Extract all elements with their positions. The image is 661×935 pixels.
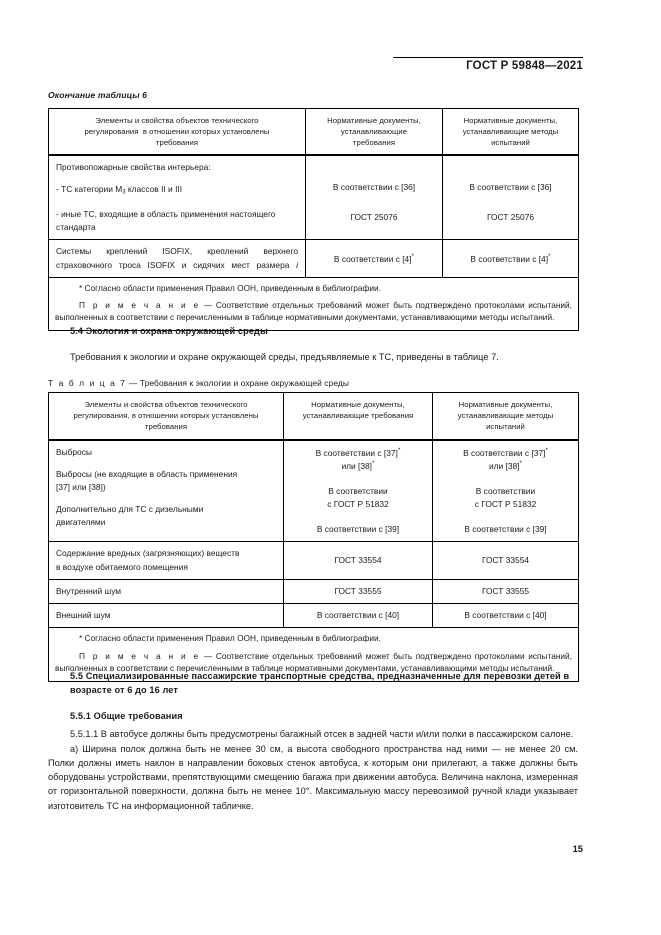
section-5-5-1-heading: 5.5.1 Общие требования bbox=[70, 710, 183, 721]
table7-header-cell-3: Нормативные документы, устанавливающие методы испытаний bbox=[457, 400, 554, 432]
table6-note-text: — Соответствие отдельных требований может быть подтверждено протоколами испытаний, выполненных в соответствии с перечисленными в таблице нормативными документами, устанавливающими методы испытаний. bbox=[55, 300, 572, 323]
table-row bbox=[49, 604, 579, 628]
section-5-5-1-1-paragraph: 5.5.1.1 В автобусе должны быть предусмотрены багажный отсек в задней части и/или полки в пассажирском салоне. bbox=[70, 729, 574, 740]
table7-r3-c2: ГОСТ 33555 bbox=[334, 586, 382, 597]
table7-r2-c3: ГОСТ 33554 bbox=[481, 555, 530, 566]
table7-r1-c2: В соответствии с [37]* или [38]* В соответствии с ГОСТ Р 51832 В соответствии с [39] bbox=[315, 446, 401, 535]
table7-r2-c1: Содержание вредных (загрязняющих) веществ в воздухе обитаемого помещения bbox=[56, 548, 240, 573]
table6-r1-c2: В соответствии с [36] ГОСТ 25076 bbox=[332, 182, 416, 223]
table-row bbox=[49, 440, 579, 542]
section-5-5-1-1-item-a: а) Ширина полок должна быть не менее 30 см, а высота свободного пространства над ними — не менее 20 см. Полки должны иметь наклон в направлении боковых стенок автобуса, к которым они прилегают, а также должны быть оборудованы устройствами, препятствующими смещению багажа при движении автобуса. Величина наклона, измеренная от горизонтальной поверхности, должна быть не менее 10°. Максимальную массу перевозимой ручной клади указывает изготовитель ТС на информационной табличке. bbox=[48, 743, 578, 811]
table7-note-text: — Соответствие отдельных требований может быть подтверждено протоколами испытаний, выполненных в соответствии с перечисленными в таблице нормативными документами, устанавливающими методы испытаний. bbox=[55, 650, 572, 674]
table6 bbox=[48, 108, 579, 331]
table7-header-row bbox=[49, 393, 579, 440]
table7-caption-text: — Требования к экологии и охране окружающей среды bbox=[128, 378, 350, 389]
table7-r1-c3: В соответствии с [37]* или [38]* В соответствии с ГОСТ Р 51832 В соответствии с [39] bbox=[463, 446, 548, 535]
table7-note-label: П р и м е ч а н и е bbox=[79, 650, 201, 661]
table6-note bbox=[55, 299, 572, 324]
page-number: 15 bbox=[572, 843, 583, 854]
header-rule bbox=[393, 57, 583, 58]
section-5-5-heading: 5.5 Специализированные пассажирские транспортные средства, предназначенные для перевозки детей в возрасте от 6 до 16 лет bbox=[70, 671, 570, 695]
table6-r2-c3: В соответствии с [4]* bbox=[470, 252, 551, 264]
table7-r4-c2: В соответствии с [40] bbox=[316, 610, 400, 621]
table6-r2-c1: Системы креплений ISOFIX, креплений верхнего страховочного троса ISOFIX и сидячих мест размера i bbox=[56, 245, 298, 270]
section-5-4-heading: 5.4 Экология и охрана окружающей среды bbox=[70, 326, 268, 336]
table6-r1-c1: Противопожарные свойства интерьера: - ТС категории $M_3$ классов II и III - иные ТС, входящие в область применения настоящего стандарта bbox=[56, 162, 276, 232]
table7-r3-c1: Внутренний шум bbox=[56, 586, 122, 597]
table-row bbox=[49, 239, 579, 277]
table7-r3-c3: ГОСТ 33555 bbox=[481, 586, 530, 597]
table7-footnote: * Согласно области применения Правил ООН, приведенным в библиографии. bbox=[79, 633, 381, 644]
table6-footnote: * Согласно области применения Правил ООН, приведенным в библиографии. bbox=[79, 282, 381, 293]
section-5-5-block bbox=[48, 670, 578, 813]
table6-continuation-label: Окончание таблицы 6 bbox=[48, 90, 148, 100]
section-5-4-block bbox=[48, 325, 578, 682]
table7-r4-c3: В соответствии с [40] bbox=[464, 610, 547, 621]
table6-r2-c2: В соответствии с [4]* bbox=[333, 252, 415, 264]
section-5-4-paragraph: Требования к экологии и охране окружающей среды, предъявляемые к ТС, приведены в таблице 7. bbox=[70, 351, 499, 362]
table7-r2-c2: ГОСТ 33554 bbox=[334, 555, 382, 566]
table7 bbox=[48, 392, 579, 682]
table6-r1-c3: В соответствии с [36] ГОСТ 25076 bbox=[469, 182, 552, 223]
table6-header-cell-1: Элементы и свойства объектов технического регулирования в отношении которых установлены требования bbox=[84, 116, 270, 148]
table7-caption-label: Т а б л и ц а 7 bbox=[48, 378, 127, 389]
table6-notes bbox=[49, 278, 578, 330]
table6-header-cell-3: Нормативные документы, устанавливающие методы испытаний bbox=[462, 116, 559, 148]
table-row bbox=[49, 580, 579, 604]
running-header-standard-id: ГОСТ Р 59848—2021 bbox=[466, 60, 583, 72]
table7-r1-c1: Выбросы Выбросы (не входящие в область применения [37] или [38]) Дополнительно для ТС с дизельными двигателями bbox=[56, 446, 238, 527]
table6-header-cell-2: Нормативные документы, устанавливающие требования bbox=[327, 116, 421, 148]
table7-header-cell-2: Нормативные документы, устанавливающие требования bbox=[302, 400, 414, 421]
table-row bbox=[49, 542, 579, 580]
table-row bbox=[49, 155, 579, 239]
table6-note-row bbox=[49, 277, 579, 330]
table7-r4-c1: Внешний шум bbox=[56, 610, 111, 621]
table6-header-row bbox=[49, 109, 579, 156]
table7-header-cell-1: Элементы и свойства объектов технического регулирования, в отношении которых установлены требования bbox=[73, 400, 259, 432]
table6-note-label: П р и м е ч а н и е bbox=[79, 300, 201, 311]
table6-block bbox=[48, 90, 578, 331]
table7-caption bbox=[48, 378, 578, 388]
